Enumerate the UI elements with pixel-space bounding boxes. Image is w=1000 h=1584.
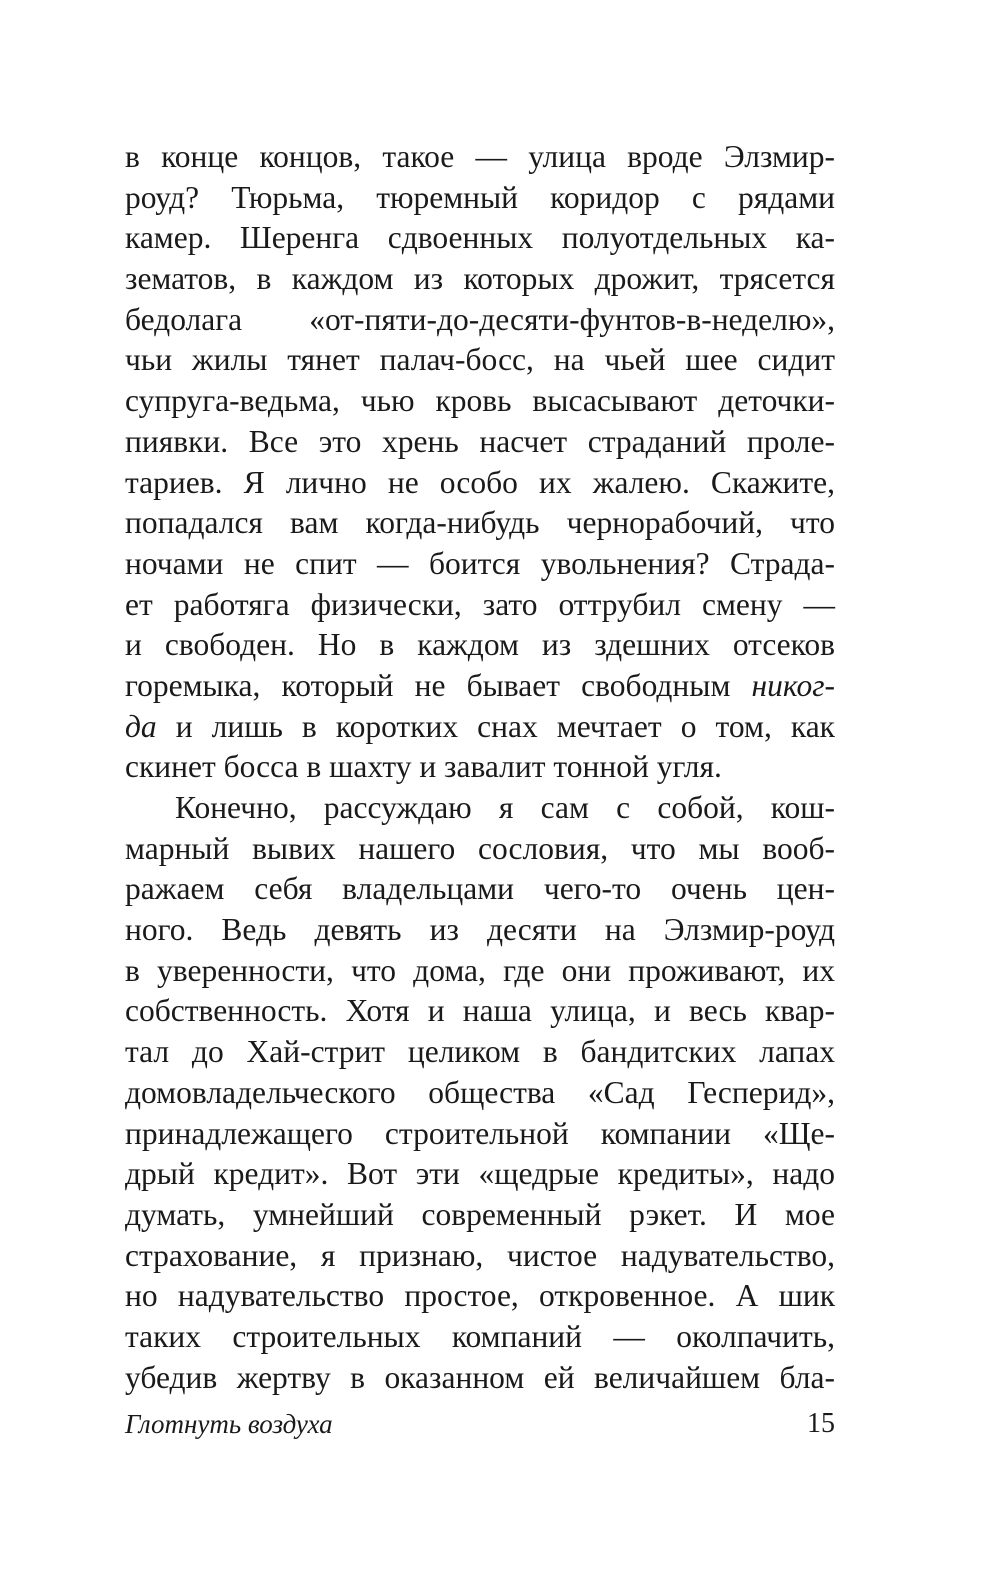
text-line: супруга-ведьма, чью кровь высасывают деточки- <box>125 383 835 419</box>
text-line: собственность. Хотя и наша улица, и весь квар- <box>125 993 835 1029</box>
text-line: марный вывих нашего сословия, что мы вооб- <box>125 830 835 866</box>
text-line: дрый кредит». Вот эти «щедрые кредиты», надо <box>125 1156 835 1192</box>
italic-word: да <box>125 708 157 744</box>
page-number: 15 <box>807 1408 835 1439</box>
text-line-with-italic <box>125 707 835 748</box>
italic-word: никог- <box>751 667 835 703</box>
running-title: Глотнуть воздуха <box>125 1409 333 1439</box>
text-line: роуд? Тюрьма, тюремный коридор с рядами <box>125 179 835 215</box>
text-line: страхование, я признаю, чистое надувательство, <box>125 1237 835 1273</box>
text-line-indented: Конечно, рассуждаю я сам с собой, кош- <box>175 790 835 825</box>
text-line: пиявки. Все это хрень насчет страданий проле- <box>125 423 835 459</box>
text-line: убедив жертву в оказанном ей величайшем бла- <box>125 1359 835 1395</box>
text-line: чьи жилы тянет палач-босс, на чьей шее сидит <box>125 342 835 378</box>
text-line: камер. Шеренга сдвоенных полуотдельных ка- <box>125 220 835 256</box>
text-segment: и лишь в коротких снах мечтает о том, как <box>156 708 835 744</box>
text-line: бедолага «от-пяти-до-десяти-фунтов-в-неделю», <box>125 301 835 337</box>
text-line: таких строительных компаний — околпачить, <box>125 1318 835 1354</box>
text-line: принадлежащего строительной компании «Щe- <box>125 1115 835 1151</box>
text-line: ночами не спит — боится увольнения? Страда- <box>125 545 835 581</box>
text-line: зематов, в каждом из которых дрожит, трясется <box>125 261 835 297</box>
text-segment: горемыка, который не бывает свободным <box>125 667 752 703</box>
text-line: скинет босса в шахту и завалит тонной угля. <box>125 749 722 785</box>
text-line: ет работяга физически, зато оттрубил смену — <box>125 586 835 622</box>
text-line: в конце концов, такое — улица вроде Элзмир- <box>125 139 835 174</box>
text-line: но надувательство простое, откровенное. А шик <box>125 1278 835 1314</box>
text-line: думать, умнейший современный рэкет. И мое <box>125 1196 835 1232</box>
text-line: тал до Хай-стрит целиком в бандитских лапах <box>125 1034 835 1070</box>
body-text <box>125 137 835 1398</box>
text-line: ражаем себя владельцами чего-то очень цен- <box>125 871 835 907</box>
text-line: и свободен. Но в каждом из здешних отсеков <box>125 627 835 663</box>
text-line: попадался вам когда-нибудь чернорабочий, что <box>125 505 835 541</box>
text-line: ного. Ведь девять из десяти на Элзмир-роуд <box>125 912 835 948</box>
page-footer <box>125 1402 835 1446</box>
text-line-with-italic <box>125 666 835 707</box>
text-line: домовладельческого общества «Сад Гесперид», <box>125 1074 835 1110</box>
text-line: тариев. Я лично не особо их жалею. Скажите, <box>125 464 835 500</box>
text-line: в уверенности, что дома, где они проживают, их <box>125 952 835 988</box>
